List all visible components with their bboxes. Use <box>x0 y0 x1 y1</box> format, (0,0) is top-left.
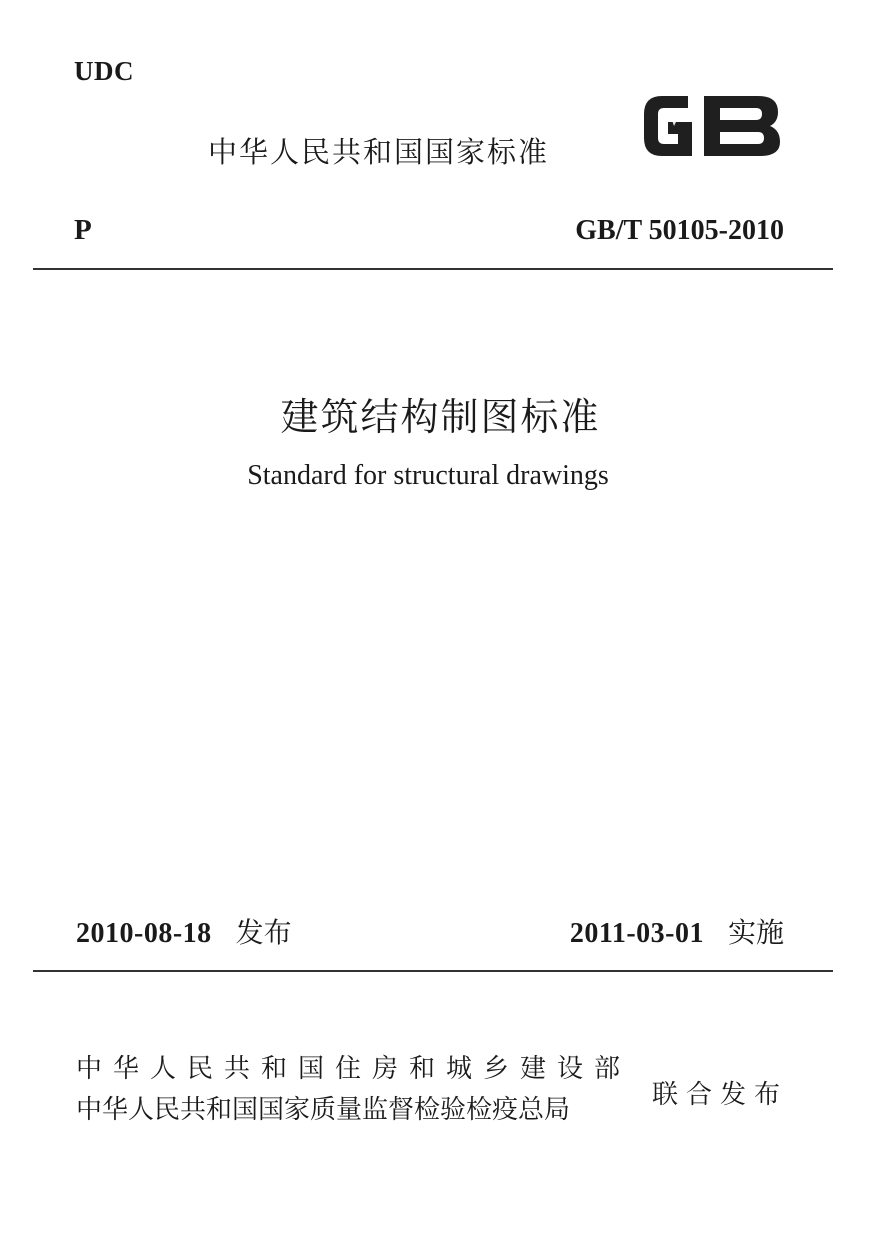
standard-title-chinese: 建筑结构制图标准 <box>280 395 601 439</box>
standard-title-english: Standard for structural drawings <box>247 460 609 491</box>
implementation-date: 2011-03-01 <box>569 918 704 949</box>
implementation-date-block <box>570 911 784 951</box>
issue-date-block <box>76 911 292 951</box>
publisher-ministry-housing: 中华人民共和国住房和城乡建设部 <box>76 1054 632 1084</box>
joint-publish-label: 联合发布 <box>652 1080 789 1110</box>
standard-number: GB/T 50105-2010 <box>575 215 784 246</box>
gb-logo-icon <box>640 92 785 160</box>
top-divider <box>33 268 833 270</box>
bottom-divider <box>33 970 833 972</box>
national-standard-title: 中华人民共和国国家标准 <box>208 135 550 169</box>
classification-code: P <box>74 214 92 246</box>
issue-date: 2010-08-18 <box>76 918 212 949</box>
implementation-label: 实施 <box>727 916 784 949</box>
udc-label: UDC <box>74 56 134 86</box>
publisher-aqsiq: 中华人民共和国国家质量监督检验检疫总局 <box>76 1095 571 1125</box>
issue-label: 发布 <box>235 916 292 949</box>
